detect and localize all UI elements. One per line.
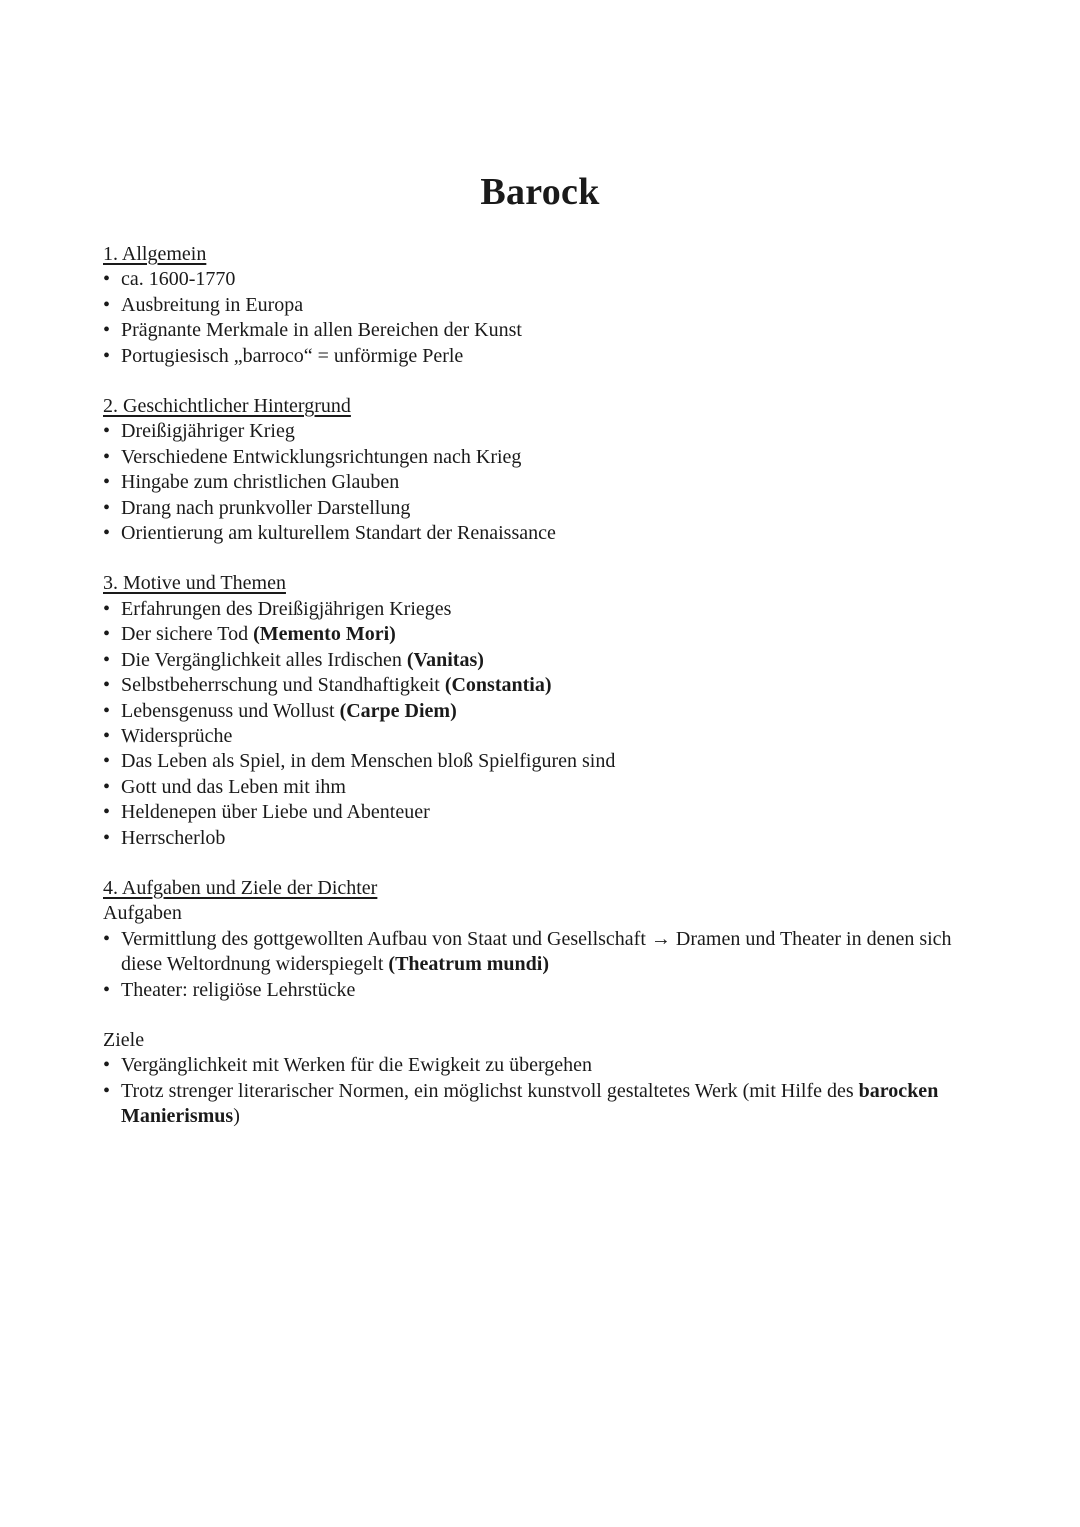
list-item: • ca. 1600-1770 [103,267,983,292]
section-heading: 2. Geschichtlicher Hintergrund [103,395,351,418]
item-text: Vergänglichkeit mit Werken für die Ewigkeit zu übergehen [121,1054,593,1077]
list-item [103,978,983,1003]
list-item: • Hingabe zum christlichen Glauben [103,470,983,495]
item-term: (Memento Mori) [253,623,396,646]
section-motive-und-themen [103,571,983,850]
list-item [103,699,983,724]
item-term: (Constantia) [444,674,552,697]
item-text: Heldenepen über Liebe und Abenteuer [121,801,430,824]
list-item [103,1079,983,1130]
item-text: Herrscherlob [121,826,226,849]
item-text: Gott und das Leben mit ihm [121,775,346,798]
bullet-list [103,927,983,1003]
subsection-label-aufgaben: Aufgaben [103,902,182,925]
subsection-label-ziele: Ziele [103,1028,145,1051]
bullet-list [103,267,983,369]
item-text: Widersprüche [121,724,233,747]
list-item [103,724,983,749]
section-heading: 3. Motive und Themen [103,572,286,595]
list-item: • Prägnante Merkmale in allen Bereichen der Kunst [103,318,983,343]
page-title: Barock [480,171,600,213]
list-item [103,826,983,851]
list-item: • Ausbreitung in Europa [103,293,983,318]
list-item [103,1053,983,1078]
list-item [103,927,983,978]
list-item: • Verschiedene Entwicklungsrichtungen nach Krieg [103,445,983,470]
bullet-list [103,419,983,546]
list-item [103,749,983,774]
item-text: Trotz strenger literarischer Normen, ein möglichst kunstvoll gestaltetes Werk (mit Hilfe des [121,1079,859,1102]
list-item [103,622,983,647]
list-item [103,597,983,622]
item-text: Erfahrungen des Dreißigjährigen Krieges [121,597,452,620]
item-term: (Theatrum mundi) [388,953,549,976]
bullet-list [103,597,983,851]
section-heading: 1. Allgemein [103,243,207,265]
list-item [103,648,983,673]
list-item [103,800,983,825]
section-geschichtlicher-hintergrund [103,394,983,546]
list-item: • Orientierung am kulturellem Standart der Renaissance [103,521,983,546]
bullet-list [103,1053,983,1129]
section-allgemein [103,242,983,369]
item-term: (Vanitas) [406,648,484,671]
list-item: • Portugiesisch „barroco“ = unförmige Perle [103,344,983,369]
list-item: • Drang nach prunkvoller Darstellung [103,496,983,521]
list-item [103,673,983,698]
item-text: Lebensgenuss und Wollust [121,699,340,722]
item-text: Die Vergänglichkeit alles Irdischen [121,648,407,671]
item-text-after: ) [233,1105,240,1128]
section-heading: 4. Aufgaben und Ziele der Dichter [103,876,378,899]
item-term: barocken Manierismus [121,1079,939,1128]
item-text: Der sichere Tod [121,623,254,646]
item-text: Vermittlung des gottgewollten Aufbau von Staat und Gesellschaft → Dramen und Theater in denen sich diese Weltordnung widerspiegelt [121,927,952,976]
list-item [103,775,983,800]
section-aufgaben-und-ziele [103,876,983,1130]
item-text: Das Leben als Spiel, in dem Menschen bloß Spielfiguren sind [121,750,616,773]
item-term: (Carpe Diem) [339,699,457,722]
document-content [103,242,983,1155]
item-text: Selbstbeherrschung und Standhaftigkeit [121,674,445,697]
list-item: • Dreißigjähriger Krieg [103,419,983,444]
item-text: Theater: religiöse Lehrstücke [121,978,356,1001]
